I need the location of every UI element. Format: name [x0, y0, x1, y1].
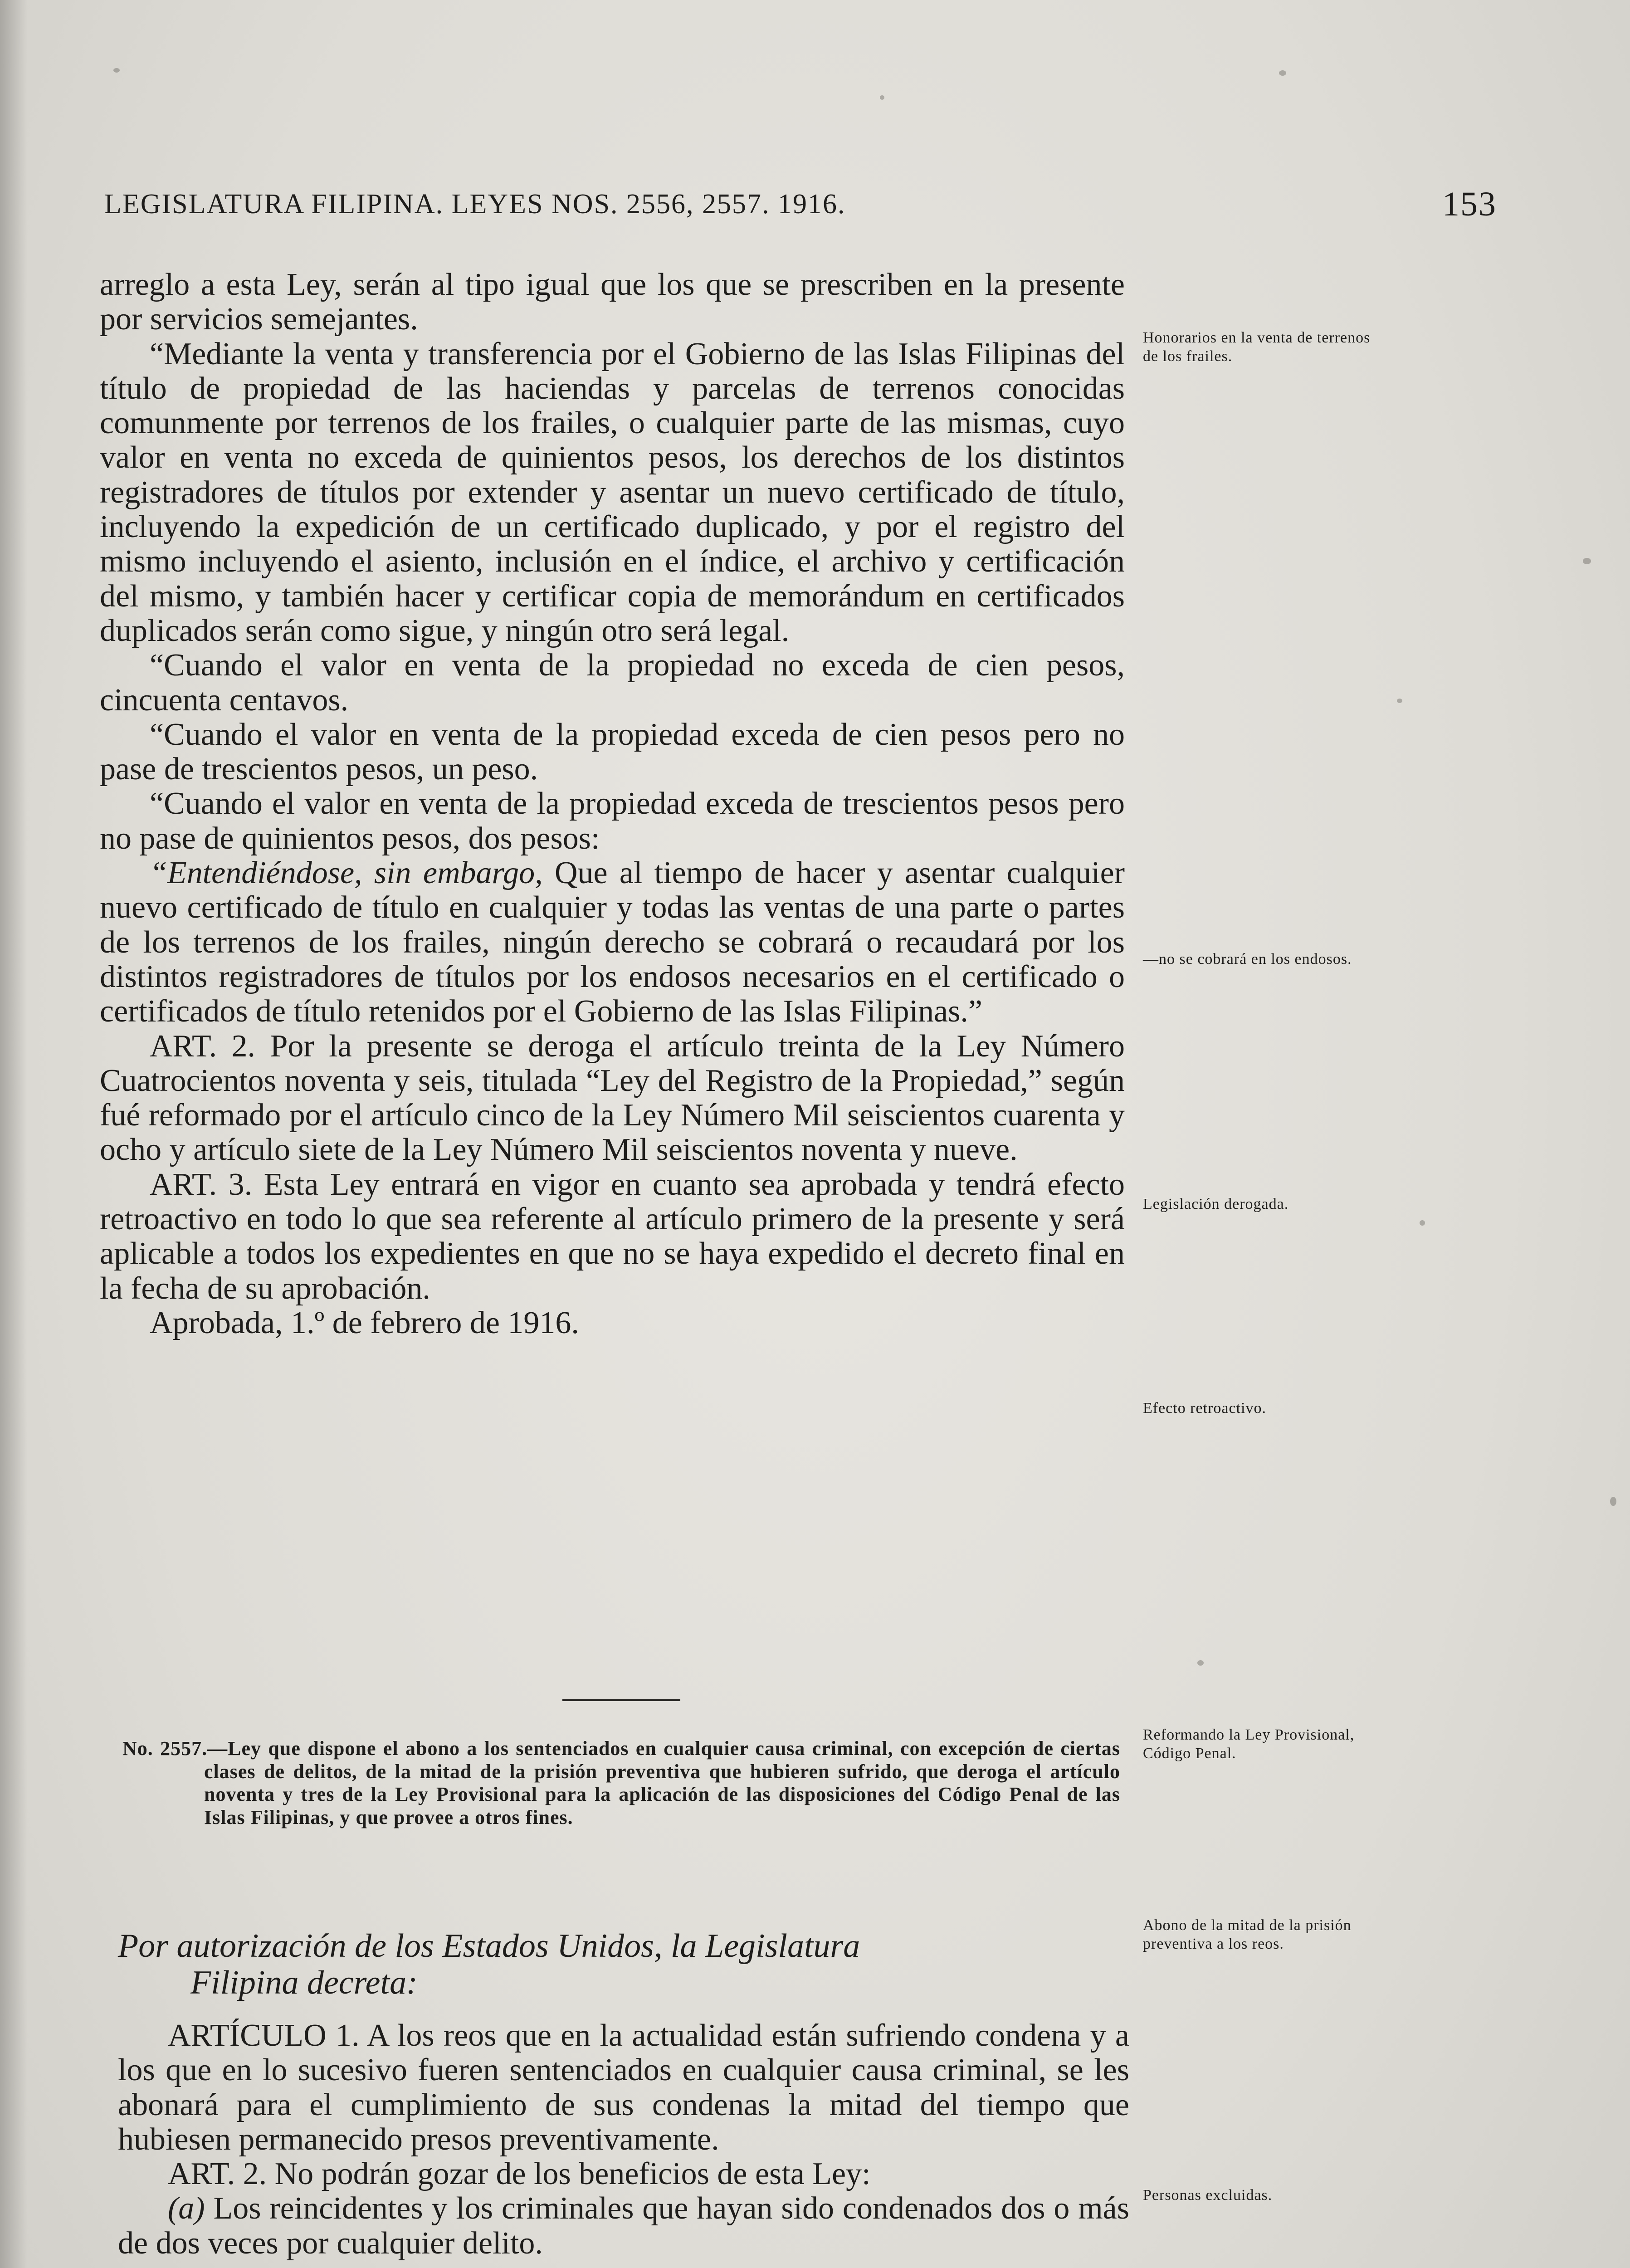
- margin-note-legislacion-derogada: Legislación derogada.: [1143, 1196, 1289, 1212]
- paragraph-trescientos: “Cuando el valor en venta de la propiedad exceda de cien pesos pero no pase de trescientos pesos, un peso.: [100, 717, 1125, 787]
- paragraph-entendiendose: [100, 856, 1125, 1029]
- paragraph-item-a: [118, 2191, 1129, 2261]
- margin-note-efecto-retroactivo: Efecto retroactivo.: [1143, 1400, 1266, 1417]
- art-3-text: Esta Ley entrará en vigor en cuanto sea aprobada y tendrá efecto retroactivo en todo lo que sea referente al artículo primero de la presente y será aplicable a todos los expedientes en que no se haya expedido el decreto final en la fecha de su aprobación.: [100, 1167, 1125, 1306]
- art-1-label: ARTÍCULO 1.: [168, 2018, 360, 2053]
- art-2-2557-text: No podrán gozar de los beneficios de esta Ley:: [267, 2156, 871, 2192]
- page-number: 153: [1442, 185, 1497, 223]
- enacting-clause: [118, 1928, 1129, 2002]
- art-1-text: A los reos que en la actualidad están sufriendo condena y a los que en lo sucesivo fueren sentenciados en cualquier causa criminal, se les abonará para el cumplimiento de sus condenas la mitad del tiempo que hubiesen permanecido presos preventivamente.: [118, 2018, 1129, 2157]
- margin-note-reformando: Reformando la Ley Provisional, Código Penal.: [1143, 1726, 1355, 1762]
- running-title: LEGISLATURA FILIPINA. LEYES NOS. 2556, 2557. 1916.: [104, 189, 846, 220]
- proviso-text: Que al tiempo de hacer y asentar cualquier nuevo certificado de título en cualquier y todas las ventas de una parte o partes de los terrenos de los frailes, ningún derecho se cobrará o recaudará por los distintos registradores de títulos por los endosos necesarios en el certificado o certificados de título retenidos por el Gobierno de las Islas Filipinas.”: [100, 855, 1125, 1029]
- art-2-text: Por la presente se deroga el artículo treinta de la Ley Número Cuatrocientos noventa y seis, titulada “Ley del Registro de la Propiedad,” según fué reformado por el artículo cinco de la Ley Número Mil seiscientos cuarenta y ocho y artículo siete de la Ley Número Mil seiscientos noventa y nueve.: [100, 1028, 1125, 1168]
- proviso-italic: “Entendiéndose, sin embargo,: [150, 855, 543, 891]
- art-3-label: ART. 3.: [150, 1167, 253, 1202]
- paragraph-2557-art-2: [118, 2157, 1129, 2191]
- paragraph-arreglo: arreglo a esta Ley, serán al tipo igual que los que se prescriben en la presente por servicios semejantes.: [100, 267, 1125, 337]
- paragraph-quinientos: “Cuando el valor en venta de la propiedad exceda de trescientos pesos pero no pase de quinientos pesos, dos pesos:: [100, 786, 1125, 856]
- scan-speck: [1610, 1497, 1616, 1506]
- scan-speck: [1397, 699, 1402, 703]
- scan-speck: [1279, 70, 1286, 76]
- approval-date: Aprobada, 1.º de febrero de 1916.: [150, 1305, 579, 1340]
- margin-note-personas-excluidas: Personas excluidas.: [1143, 2187, 1273, 2204]
- margin-note-honorarios: Honorarios en la venta de terrenos de los frailes.: [1143, 329, 1371, 365]
- scan-speck: [1583, 558, 1591, 564]
- main-text-2556: [100, 268, 1125, 1340]
- paragraph-art-1: [118, 2019, 1129, 2157]
- item-a-text: Los reincidentes y los criminales que hayan sido condenados dos o más de dos veces por cualquier delito.: [118, 2191, 1129, 2261]
- scan-speck: [113, 68, 120, 73]
- art-2-2557-label: ART. 2.: [168, 2156, 267, 2192]
- enacting-clause-line-2: Filipina decreta:: [190, 1964, 418, 2002]
- section-divider: [562, 1699, 680, 1701]
- law-2557-summary: [122, 1737, 1120, 1829]
- paragraph-cien-pesos: “Cuando el valor en venta de la propiedad no exceda de cien pesos, cincuenta centavos.: [100, 648, 1125, 718]
- law-2557-summary-text: No. 2557.—Ley que dispone el abono a los sentenciados en cualquier causa criminal, con excepción de ciertas clases de delitos, de la mitad de la prisión preventiva que hubieren sufrido, que deroga el artículo noventa y tres de la Ley Provisional para la aplicación de las disposiciones del Código Penal de las Islas Filipinas, y que provee a otros fines.: [122, 1737, 1120, 1828]
- paragraph-art-2: [100, 1029, 1125, 1168]
- scan-speck: [1197, 1660, 1204, 1666]
- scan-edge-shadow: [0, 0, 27, 2268]
- enacting-clause-line-1: Por autorización de los Estados Unidos, la Legislatura: [118, 1927, 860, 1965]
- main-text-2557: [118, 2019, 1129, 2261]
- scan-speck: [1420, 1220, 1425, 1226]
- paragraph-art-3: [100, 1168, 1125, 1306]
- running-head: [104, 185, 1497, 238]
- paragraph-mediante: “Mediante la venta y transferencia por el Gobierno de las Islas Filipinas del título de propiedad de las haciendas y parcelas de terrenos conocidas comunmente por terrenos de los frailes, o cualquier parte de las mismas, cuyo valor en venta no exceda de quinientos pesos, los derechos de los distintos registradores de títulos por extender y asentar un nuevo certificado de título, incluyendo la expedición de un certificado duplicado, y por el registro del mismo incluyendo el asiento, inclusión en el índice, el archivo y certificación del mismo, y también hacer y certificar copia de memorándum en certificados duplicados serán como sigue, y ningún otro será legal.: [100, 336, 1125, 648]
- scan-speck: [880, 95, 884, 100]
- art-2-label: ART. 2.: [150, 1028, 256, 1064]
- item-a-label: (a): [168, 2191, 205, 2226]
- margin-note-abono: Abono de la mitad de la prisión preventiva a los reos.: [1143, 1917, 1352, 1952]
- margin-note-endosos: —no se cobrará en los endosos.: [1143, 951, 1352, 968]
